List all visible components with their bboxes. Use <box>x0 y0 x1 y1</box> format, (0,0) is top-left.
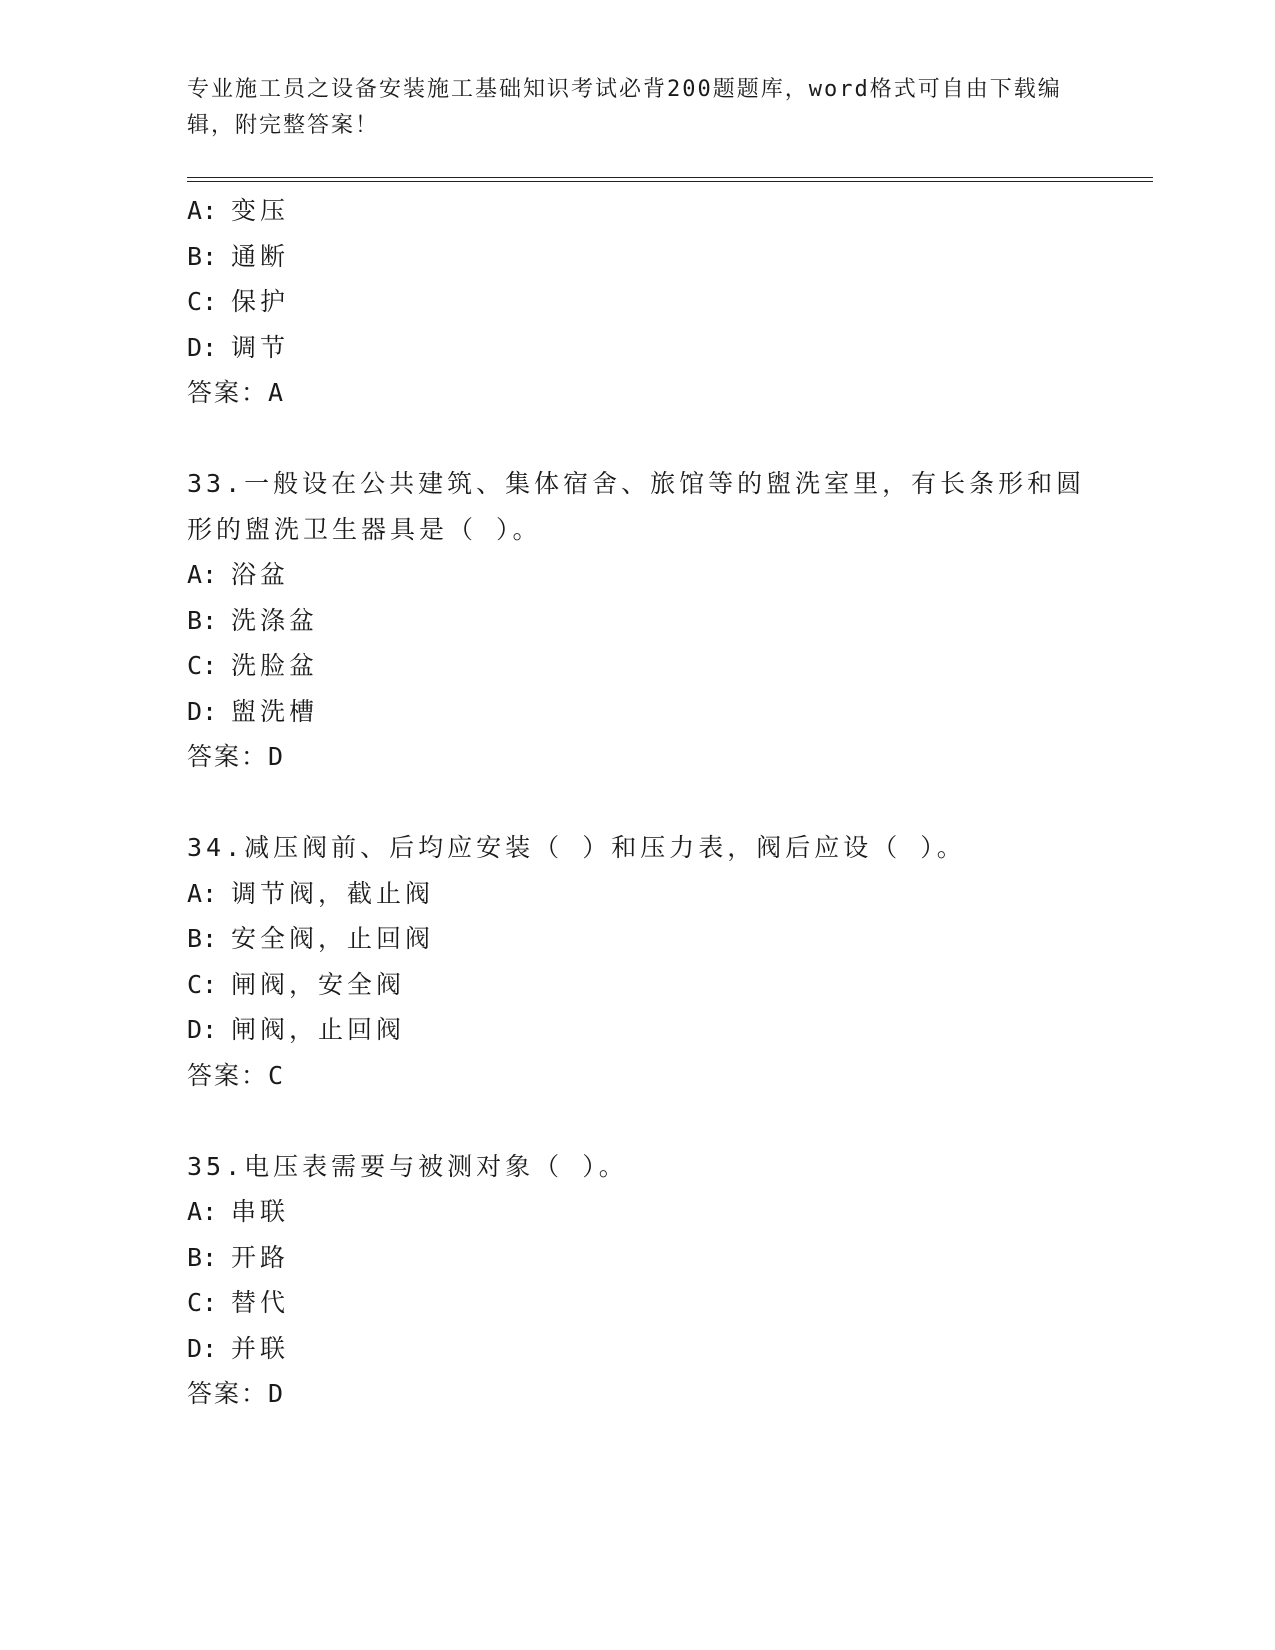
answer-line: 答案：D <box>187 1379 286 1408</box>
option-c: C: 保护 <box>187 287 290 316</box>
answer-line: 答案：C <box>187 1060 286 1090</box>
option-b: B: 安全阀，止回阀 <box>187 924 435 953</box>
header-text: 专业施工员之设备安装施工基础知识考试必背200题题库，word格式可自由下载编辑，附完整答案！ <box>187 77 1062 138</box>
question-block <box>187 1144 1087 1417</box>
option-a: A: 变压 <box>187 196 290 225</box>
option-b: B: 开路 <box>187 1242 290 1272</box>
header-divider-top <box>187 177 1153 178</box>
question-text: 33.一般设在公共建筑、集体宿舍、旅馆等的盥洗室里，有长条形和圆形的盥洗卫生器具是（ ）。 <box>187 469 1086 544</box>
option-d: D: 调节 <box>187 332 290 362</box>
question-list <box>187 188 1087 1417</box>
question-block <box>187 825 1087 1098</box>
question-block <box>187 461 1087 780</box>
block-spacer <box>187 416 1087 462</box>
question-text: 34.减压阀前、后均应安装（ ）和压力表，阀后应设（ ）。 <box>187 833 966 862</box>
question-block <box>187 188 1087 416</box>
option-b: B: 洗涤盆 <box>187 605 319 635</box>
option-d: D: 闸阀，止回阀 <box>187 1015 406 1044</box>
question-text: 35.电压表需要与被测对象（ ）。 <box>187 1151 628 1181</box>
option-a: A: 串联 <box>187 1197 290 1226</box>
block-spacer <box>187 780 1087 826</box>
document-header <box>187 72 1067 144</box>
header-divider-bottom <box>187 181 1153 182</box>
answer-line: 答案：D <box>187 742 286 771</box>
block-spacer <box>187 1098 1087 1144</box>
option-d: D: 并联 <box>187 1333 290 1363</box>
option-c: C: 闸阀，安全阀 <box>187 969 406 999</box>
option-c: C: 洗脸盆 <box>187 651 319 680</box>
option-c: C: 替代 <box>187 1288 290 1317</box>
answer-line: 答案：A <box>187 378 286 407</box>
option-d: D: 盥洗槽 <box>187 696 319 726</box>
option-b: B: 通断 <box>187 241 290 271</box>
option-a: A: 调节阀，截止阀 <box>187 878 435 908</box>
option-a: A: 浴盆 <box>187 560 290 589</box>
